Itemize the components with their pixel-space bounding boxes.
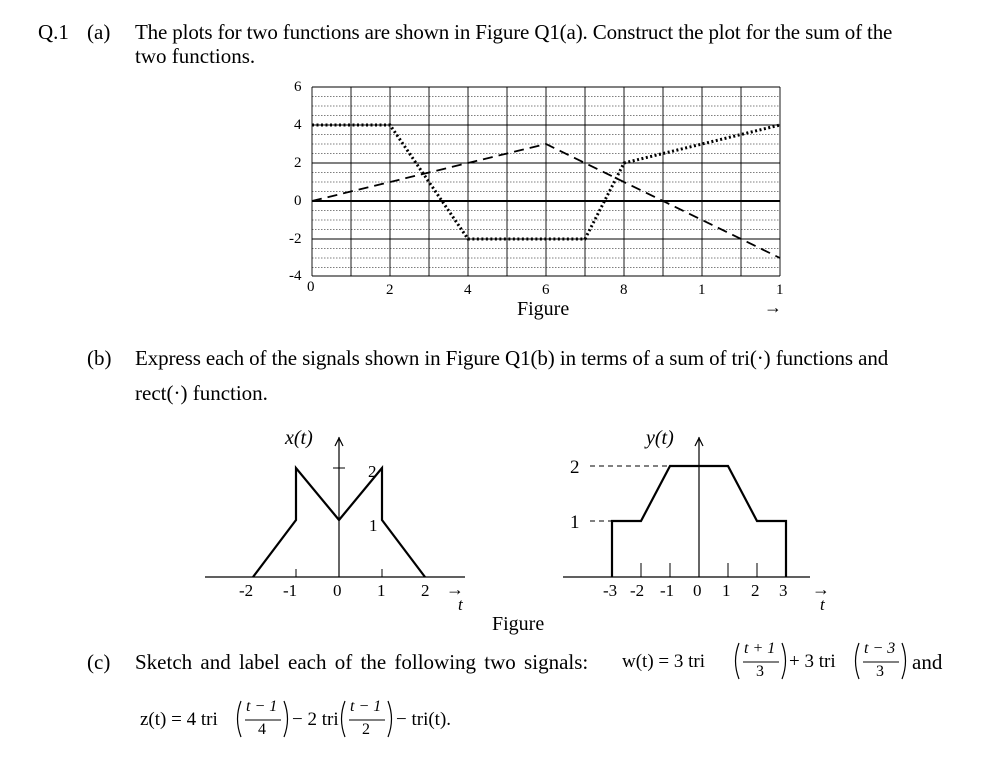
y-plot-tick-3: 3	[779, 581, 788, 600]
x-plot-arrow: →	[446, 579, 464, 599]
q1a-xtick-4: 4	[464, 282, 472, 298]
part-a-text-line1: The plots for two functions are shown in Figure Q1(a). Construct the plot for the sum of the	[135, 20, 893, 44]
part-b-label: (b)	[87, 346, 112, 370]
q1a-xtick-0: 0	[307, 279, 315, 295]
q1a-figure-caption: Figure	[517, 298, 570, 320]
z-frac2-numerator: t − 1	[350, 698, 382, 715]
q1a-ytick-0: 0	[294, 193, 302, 209]
z-equation-prefix: z(t) = 4 tri	[140, 709, 218, 730]
part-c-and: and	[912, 650, 943, 674]
q1a-ytick-4: 4	[294, 117, 302, 133]
q1b-figure-caption: Figure	[492, 613, 545, 635]
part-c-text: Sketch and label each of the following two signals:	[135, 650, 589, 674]
w-frac2-numerator: t − 3	[864, 640, 896, 657]
x-plot-t-label: t	[458, 595, 463, 614]
q1a-ytick-neg4: -4	[289, 268, 302, 284]
y-plot-arrow: →	[812, 579, 830, 599]
y-plot-annotation-1: 1	[570, 512, 580, 533]
part-b-text-line2: rect(·) function.	[135, 381, 268, 405]
x-plot-tick-0: 0	[333, 581, 342, 600]
x-plot-tick-neg2: -2	[239, 581, 254, 600]
q1a-xtick-6: 6	[542, 282, 550, 298]
question-number: Q.1	[38, 20, 69, 44]
y-plot-tick-1: 1	[722, 581, 731, 600]
x-plot-tick-neg1: -1	[283, 581, 298, 600]
y-plot-tick-neg1: -1	[660, 581, 675, 600]
y-plot-tick-0: 0	[693, 581, 702, 600]
q1a-x-arrow: →	[764, 297, 782, 317]
q1a-xtick-10: 1	[698, 282, 706, 298]
q1a-ytick-neg2: -2	[289, 231, 302, 247]
w-plus-term: + 3 tri	[789, 651, 836, 672]
z-equation-tail: − tri(t).	[396, 709, 452, 730]
z-frac2-denominator: 2	[362, 721, 370, 738]
z-minus-term: − 2 tri	[292, 709, 339, 730]
w-frac2-denominator: 3	[876, 663, 884, 680]
q1a-xtick-8: 8	[620, 282, 628, 298]
q1a-xtick-2: 2	[386, 282, 394, 298]
q1a-xtick-12: 1	[776, 282, 784, 298]
q1a-ytick-6: 6	[294, 79, 302, 95]
x-plot-annotation-1: 1	[369, 516, 378, 535]
x-plot-tick-1: 1	[377, 581, 386, 600]
part-a-label: (a)	[87, 20, 111, 44]
y-signal-label: y(t)	[646, 427, 674, 449]
part-a-text-line2: two functions.	[135, 44, 256, 68]
x-plot-tick-2: 2	[421, 581, 430, 600]
x-signal-label: x(t)	[285, 427, 313, 449]
part-c-label: (c)	[87, 650, 111, 674]
z-frac1-denominator: 4	[258, 721, 266, 738]
w-equation-prefix: w(t) = 3 tri	[622, 651, 706, 672]
w-frac1-denominator: 3	[756, 663, 764, 680]
x-plot-annotation-2: 2	[368, 462, 377, 481]
y-plot-annotation-2: 2	[570, 457, 580, 478]
part-b-text-line1: Express each of the signals shown in Figure Q1(b) in terms of a sum of tri(·) functions and	[135, 346, 889, 370]
w-frac1-numerator: t + 1	[744, 640, 776, 657]
q1a-ytick-2: 2	[294, 155, 302, 171]
y-plot-tick-neg2: -2	[630, 581, 645, 600]
y-plot-t-label: t	[820, 595, 825, 614]
z-frac1-numerator: t − 1	[246, 698, 278, 715]
y-plot-tick-2: 2	[751, 581, 760, 600]
y-plot-tick-neg3: -3	[603, 581, 618, 600]
